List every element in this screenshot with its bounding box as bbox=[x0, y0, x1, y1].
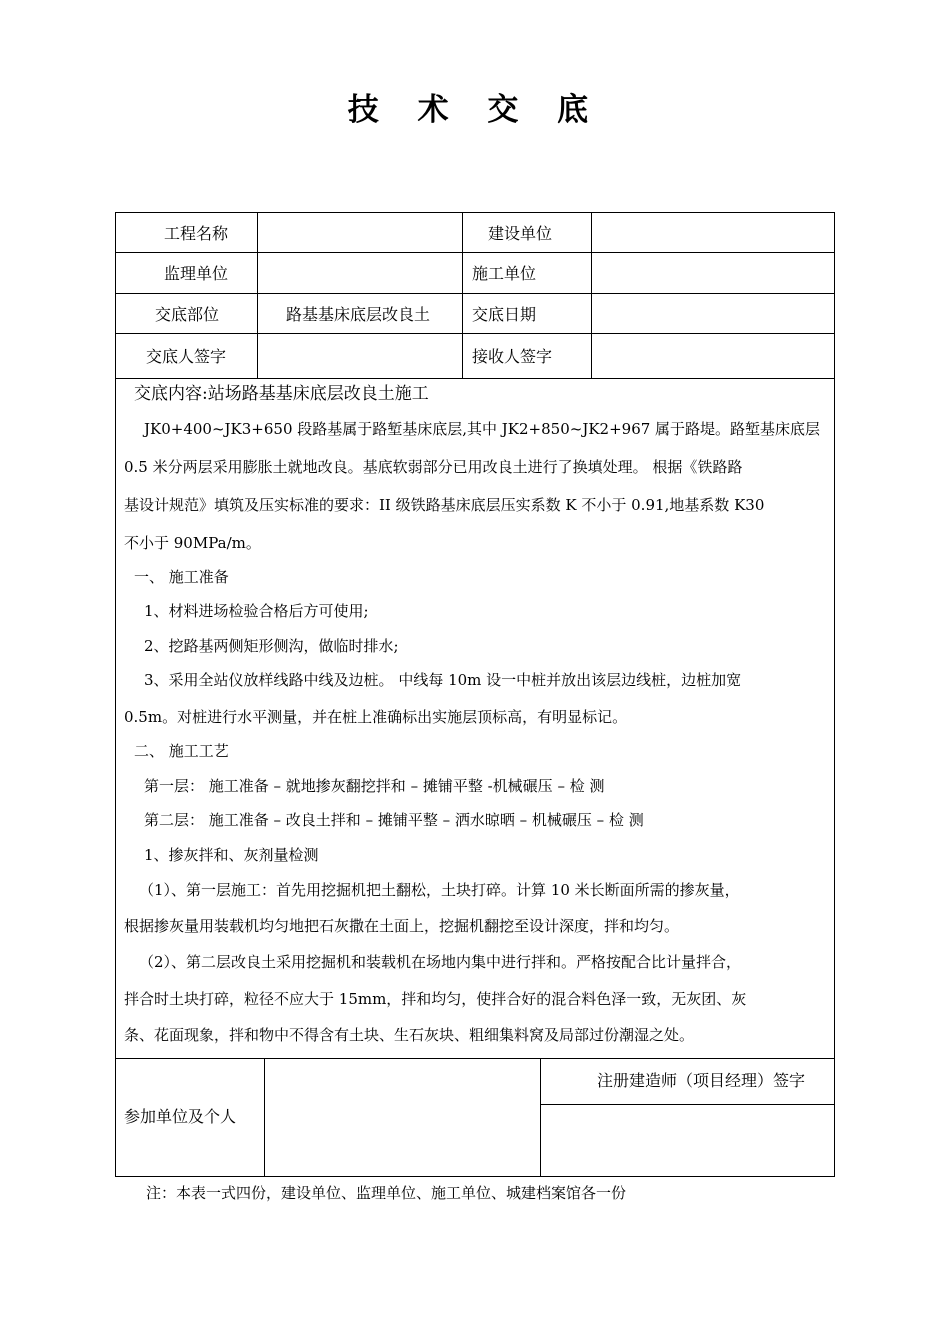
content-line: 2、挖路基两侧矩形侧沟，做临时排水; bbox=[144, 637, 399, 655]
presenter-sign-label: 交底人签字 bbox=[146, 347, 227, 366]
participants-label: 参加单位及个人 bbox=[124, 1107, 237, 1126]
section-heading: 二、 施工工艺 bbox=[134, 742, 229, 760]
content-line: 拌合时土块打碎，粒径不应大于 15mm，拌和均匀，使拌合好的混合料色泽一致，无灰团、灰 bbox=[124, 990, 747, 1008]
process-flow-line: 第二层： 施工准备 – 改良土拌和 – 摊铺平整 – 洒水晾晒 – 机械碾压 – 检 测 bbox=[144, 811, 644, 829]
column-divider bbox=[264, 1058, 265, 1177]
section-heading: 一、 施工准备 bbox=[134, 568, 229, 586]
content-line: （2）、第二层改良土采用挖掘机和装载机在场地内集中进行拌和。严格按配合比计量拌合， bbox=[139, 953, 742, 971]
column-divider bbox=[540, 1058, 541, 1177]
content-line: 0.5 米分两层采用膨胀土就地改良。基底软弱部分已用改良土进行了换填处理。 根据《铁路路 bbox=[124, 458, 743, 476]
row-divider bbox=[115, 1058, 835, 1059]
receiver-sign-label: 接收人签字 bbox=[472, 347, 553, 366]
content-heading: 交底内容:站场路基基床底层改良土施工 bbox=[134, 384, 429, 404]
content-line: 0.5m。对桩进行水平测量，并在桩上准确标出实施层顶标高，有明显标记。 bbox=[124, 708, 628, 726]
content-line: 基设计规范》填筑及压实标准的要求：II 级铁路基床底层压实系数 K 不小于 0.91,地基系数 K30 bbox=[124, 496, 765, 514]
row-divider bbox=[115, 252, 835, 253]
content-line: 不小于 90MPa/m。 bbox=[124, 534, 261, 552]
date-label: 交底日期 bbox=[472, 305, 537, 324]
content-line: 1、掺灰拌和、灰剂量检测 bbox=[144, 846, 319, 864]
builder-label: 建设单位 bbox=[488, 224, 553, 243]
supervisor-label: 监理单位 bbox=[164, 264, 229, 283]
content-line: 根据掺灰量用装载机均匀地把石灰撒在土面上，挖掘机翻挖至设计深度，拌和均匀。 bbox=[124, 917, 680, 935]
process-flow-line: 第一层： 施工准备 – 就地掺灰翻挖拌和 – 摊铺平整 -机械碾压 – 检 测 bbox=[144, 777, 605, 795]
content-line: 条、花面现象，拌和物中不得含有土块、生石灰块、粗细集料窝及局部过份潮湿之处。 bbox=[124, 1026, 695, 1044]
content-line: JK0+400~JK3+650 段路基属于路堑基床底层,其中 JK2+850~JK2+967 属于路堤。路堑基床底层 bbox=[144, 420, 821, 438]
document-title: 技 术 交 底 bbox=[347, 92, 603, 128]
column-divider bbox=[462, 212, 463, 378]
content-line: （1）、第一层施工：首先用挖掘机把土翻松，土块打碎。计算 10 米长断面所需的掺灰量， bbox=[139, 881, 740, 899]
row-divider bbox=[115, 333, 835, 334]
location-label: 交底部位 bbox=[155, 305, 220, 324]
content-line: 1、材料进场检验合格后方可使用; bbox=[144, 602, 369, 620]
row-divider bbox=[115, 378, 835, 379]
project-name-label: 工程名称 bbox=[164, 224, 229, 243]
content-line: 3、采用全站仪放样线路中线及边桩。 中线每 10m 设一中桩并放出该层边线桩，边桩加宽 bbox=[144, 671, 742, 689]
manager-sign-label: 注册建造师（项目经理）签字 bbox=[597, 1071, 806, 1090]
location-value: 路基基床底层改良土 bbox=[286, 305, 431, 324]
row-divider bbox=[540, 1104, 835, 1105]
row-divider bbox=[115, 293, 835, 294]
contractor-label: 施工单位 bbox=[472, 264, 537, 283]
column-divider bbox=[257, 212, 258, 378]
column-divider bbox=[591, 212, 592, 378]
footnote: 注：本表一式四份，建设单位、监理单位、施工单位、城建档案馆各一份 bbox=[146, 1184, 627, 1202]
